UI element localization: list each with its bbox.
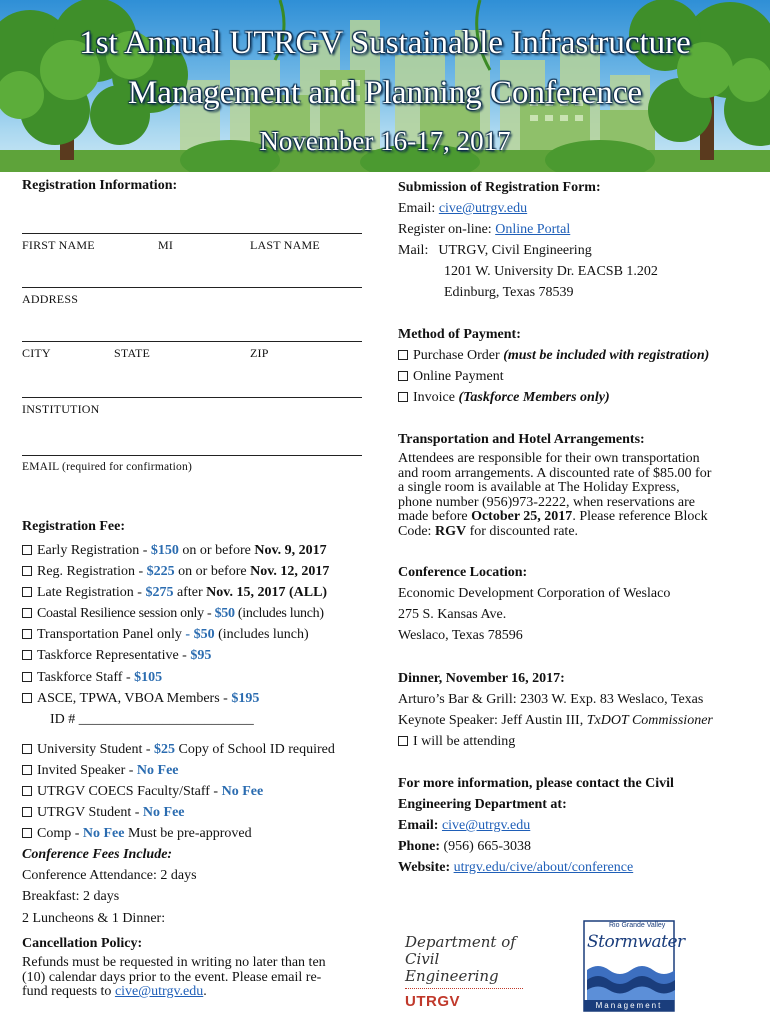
- city-field-line[interactable]: [22, 341, 362, 342]
- banner-title-line1: 1st Annual UTRGV Sustainable Infrastructure: [79, 25, 691, 61]
- contact-section: For more information, please contact the Civil Engineering Department at: Email: cive@utrgv.edu Phone: (956) 665-3038 Website: utrgv.edu/cive/about/conference: [398, 776, 674, 875]
- fees-include-item: Breakfast: 2 days: [22, 889, 120, 905]
- cancellation-heading: Cancellation Policy:: [22, 936, 143, 951]
- submission-heading: Submission of Registration Form:: [398, 180, 601, 195]
- checkbox[interactable]: [22, 587, 32, 597]
- fee-item[interactable]: Invited Speaker - No Fee: [22, 760, 382, 781]
- checkbox[interactable]: [22, 828, 32, 838]
- dinner-attending-option[interactable]: I will be attending: [398, 731, 768, 752]
- checkbox[interactable]: [22, 744, 32, 754]
- fee-item[interactable]: UTRGV Student - No Fee: [22, 802, 382, 823]
- checkbox[interactable]: [22, 629, 32, 639]
- stormwater-management-logo: Rio Grande Valley Stormwater Management: [583, 920, 675, 1012]
- fees-include-heading: Conference Fees Include:: [22, 847, 173, 863]
- checkbox[interactable]: [22, 693, 32, 703]
- registration-heading: Registration Information:: [22, 178, 178, 193]
- zip-label: ZIP: [250, 346, 269, 360]
- last-name-label: LAST NAME: [250, 238, 320, 252]
- banner-title-line2: Management and Planning Conference: [127, 75, 643, 111]
- hotel-text: Attendees are responsible for their own transportation and room arrangements. A discounted rate of $85.00 for a single room is available at The Holiday Express, phone number (956)973-2222, when reservations are made before October 25, 2017. Please reference Block Code: RGV for discounted rate.: [398, 451, 712, 539]
- location-section: Conference Location: Economic Development Corporation of Weslaco 275 S. Kansas Ave. Weslaco, Texas 78596: [398, 562, 758, 646]
- checkbox[interactable]: [22, 807, 32, 817]
- fee-item[interactable]: Taskforce Staff - $105: [22, 667, 382, 688]
- payment-option[interactable]: Invoice (Taskforce Members only): [398, 387, 768, 408]
- location-heading: Conference Location:: [398, 565, 528, 580]
- fee-item[interactable]: Coastal Resilience session only - $50 (includes lunch): [22, 603, 382, 624]
- fee-list: [22, 540, 382, 929]
- fee-item[interactable]: Late Registration - $275 after Nov. 15, 2017 (ALL): [22, 582, 382, 603]
- fee-item[interactable]: Early Registration - $150 on or before Nov. 9, 2017: [22, 540, 382, 561]
- fee-item[interactable]: UTRGV COECS Faculty/Staff - No Fee: [22, 781, 382, 802]
- submission-email-link[interactable]: cive@utrgv.edu: [438, 201, 528, 216]
- cancellation-email-link[interactable]: cive@utrgv.edu: [114, 984, 204, 999]
- checkbox[interactable]: [398, 350, 408, 360]
- hotel-heading: Transportation and Hotel Arrangements:: [398, 432, 645, 447]
- address-field-line[interactable]: [22, 287, 362, 288]
- checkbox[interactable]: [22, 786, 32, 796]
- fees-include-item: Conference Attendance: 2 days: [22, 868, 197, 884]
- fee-item[interactable]: Reg. Registration - $225 on or before Nov. 12, 2017: [22, 561, 382, 582]
- checkbox[interactable]: [22, 566, 32, 576]
- fee-item[interactable]: ASCE, TPWA, VBOA Members - $195: [22, 688, 382, 709]
- checkbox[interactable]: [22, 672, 32, 682]
- first-name-label: FIRST NAME: [22, 238, 95, 252]
- civil-engineering-logo: Department of Civil Engineering UTRGV: [405, 934, 535, 1004]
- online-portal-link[interactable]: Online Portal: [495, 222, 571, 237]
- fee-item[interactable]: Transportation Panel only - $50 (includes lunch): [22, 624, 382, 645]
- fee-item[interactable]: University Student - $25 Copy of School ID required: [22, 739, 382, 760]
- payment-heading: Method of Payment:: [398, 327, 521, 342]
- payment-section: [398, 324, 768, 408]
- checkbox[interactable]: [398, 736, 408, 746]
- fees-include-item: 2 Luncheons & 1 Dinner:: [22, 910, 166, 926]
- mi-label: MI: [158, 238, 174, 252]
- checkbox[interactable]: [22, 608, 32, 618]
- payment-option[interactable]: Purchase Order (must be included with registration): [398, 345, 768, 366]
- checkbox[interactable]: [22, 765, 32, 775]
- email-label: EMAIL (required for confirmation): [22, 461, 192, 473]
- conference-website-link[interactable]: utrgv.edu/cive/about/conference: [453, 860, 634, 875]
- dinner-section: Dinner, November 16, 2017: Arturo’s Bar & Grill: 2303 W. Exp. 83 Weslaco, Texas Keynote Speaker: Jeff Austin III, TxDOT Commissioner I will be attending: [398, 668, 768, 752]
- city-label: CITY: [22, 346, 51, 360]
- institution-field-line[interactable]: [22, 397, 362, 398]
- fee-item[interactable]: Comp - No Fee Must be pre-approved: [22, 823, 382, 844]
- payment-option[interactable]: Online Payment: [398, 366, 768, 387]
- checkbox[interactable]: [22, 650, 32, 660]
- email-field-line[interactable]: [22, 455, 362, 456]
- header-banner: [0, 0, 770, 172]
- cancellation-text: Refunds must be requested in writing no later than ten (10) calendar days prior to the event. Please email re- fund requests to cive@utrgv.edu.: [22, 955, 326, 999]
- submission-section: Submission of Registration Form: Email: cive@utrgv.edu Register on-line: Online Portal Mail: UTRGV, Civil Engineering 1201 W. University Dr. EACSB 1.202 Edinburg, Texas 78539: [398, 177, 758, 303]
- checkbox[interactable]: [398, 371, 408, 381]
- address-label: ADDRESS: [22, 292, 79, 306]
- name-field-line[interactable]: [22, 233, 362, 234]
- contact-email-link[interactable]: cive@utrgv.edu: [441, 818, 531, 833]
- member-id-line[interactable]: ID # _________________________: [50, 711, 254, 727]
- checkbox[interactable]: [398, 392, 408, 402]
- state-label: STATE: [114, 346, 151, 360]
- dinner-heading: Dinner, November 16, 2017:: [398, 671, 565, 686]
- fee-heading: Registration Fee:: [22, 519, 126, 534]
- checkbox[interactable]: [22, 545, 32, 555]
- banner-date: November 16-17, 2017: [259, 126, 511, 156]
- institution-label: INSTITUTION: [22, 402, 100, 416]
- fee-item[interactable]: Taskforce Representative - $95: [22, 645, 382, 666]
